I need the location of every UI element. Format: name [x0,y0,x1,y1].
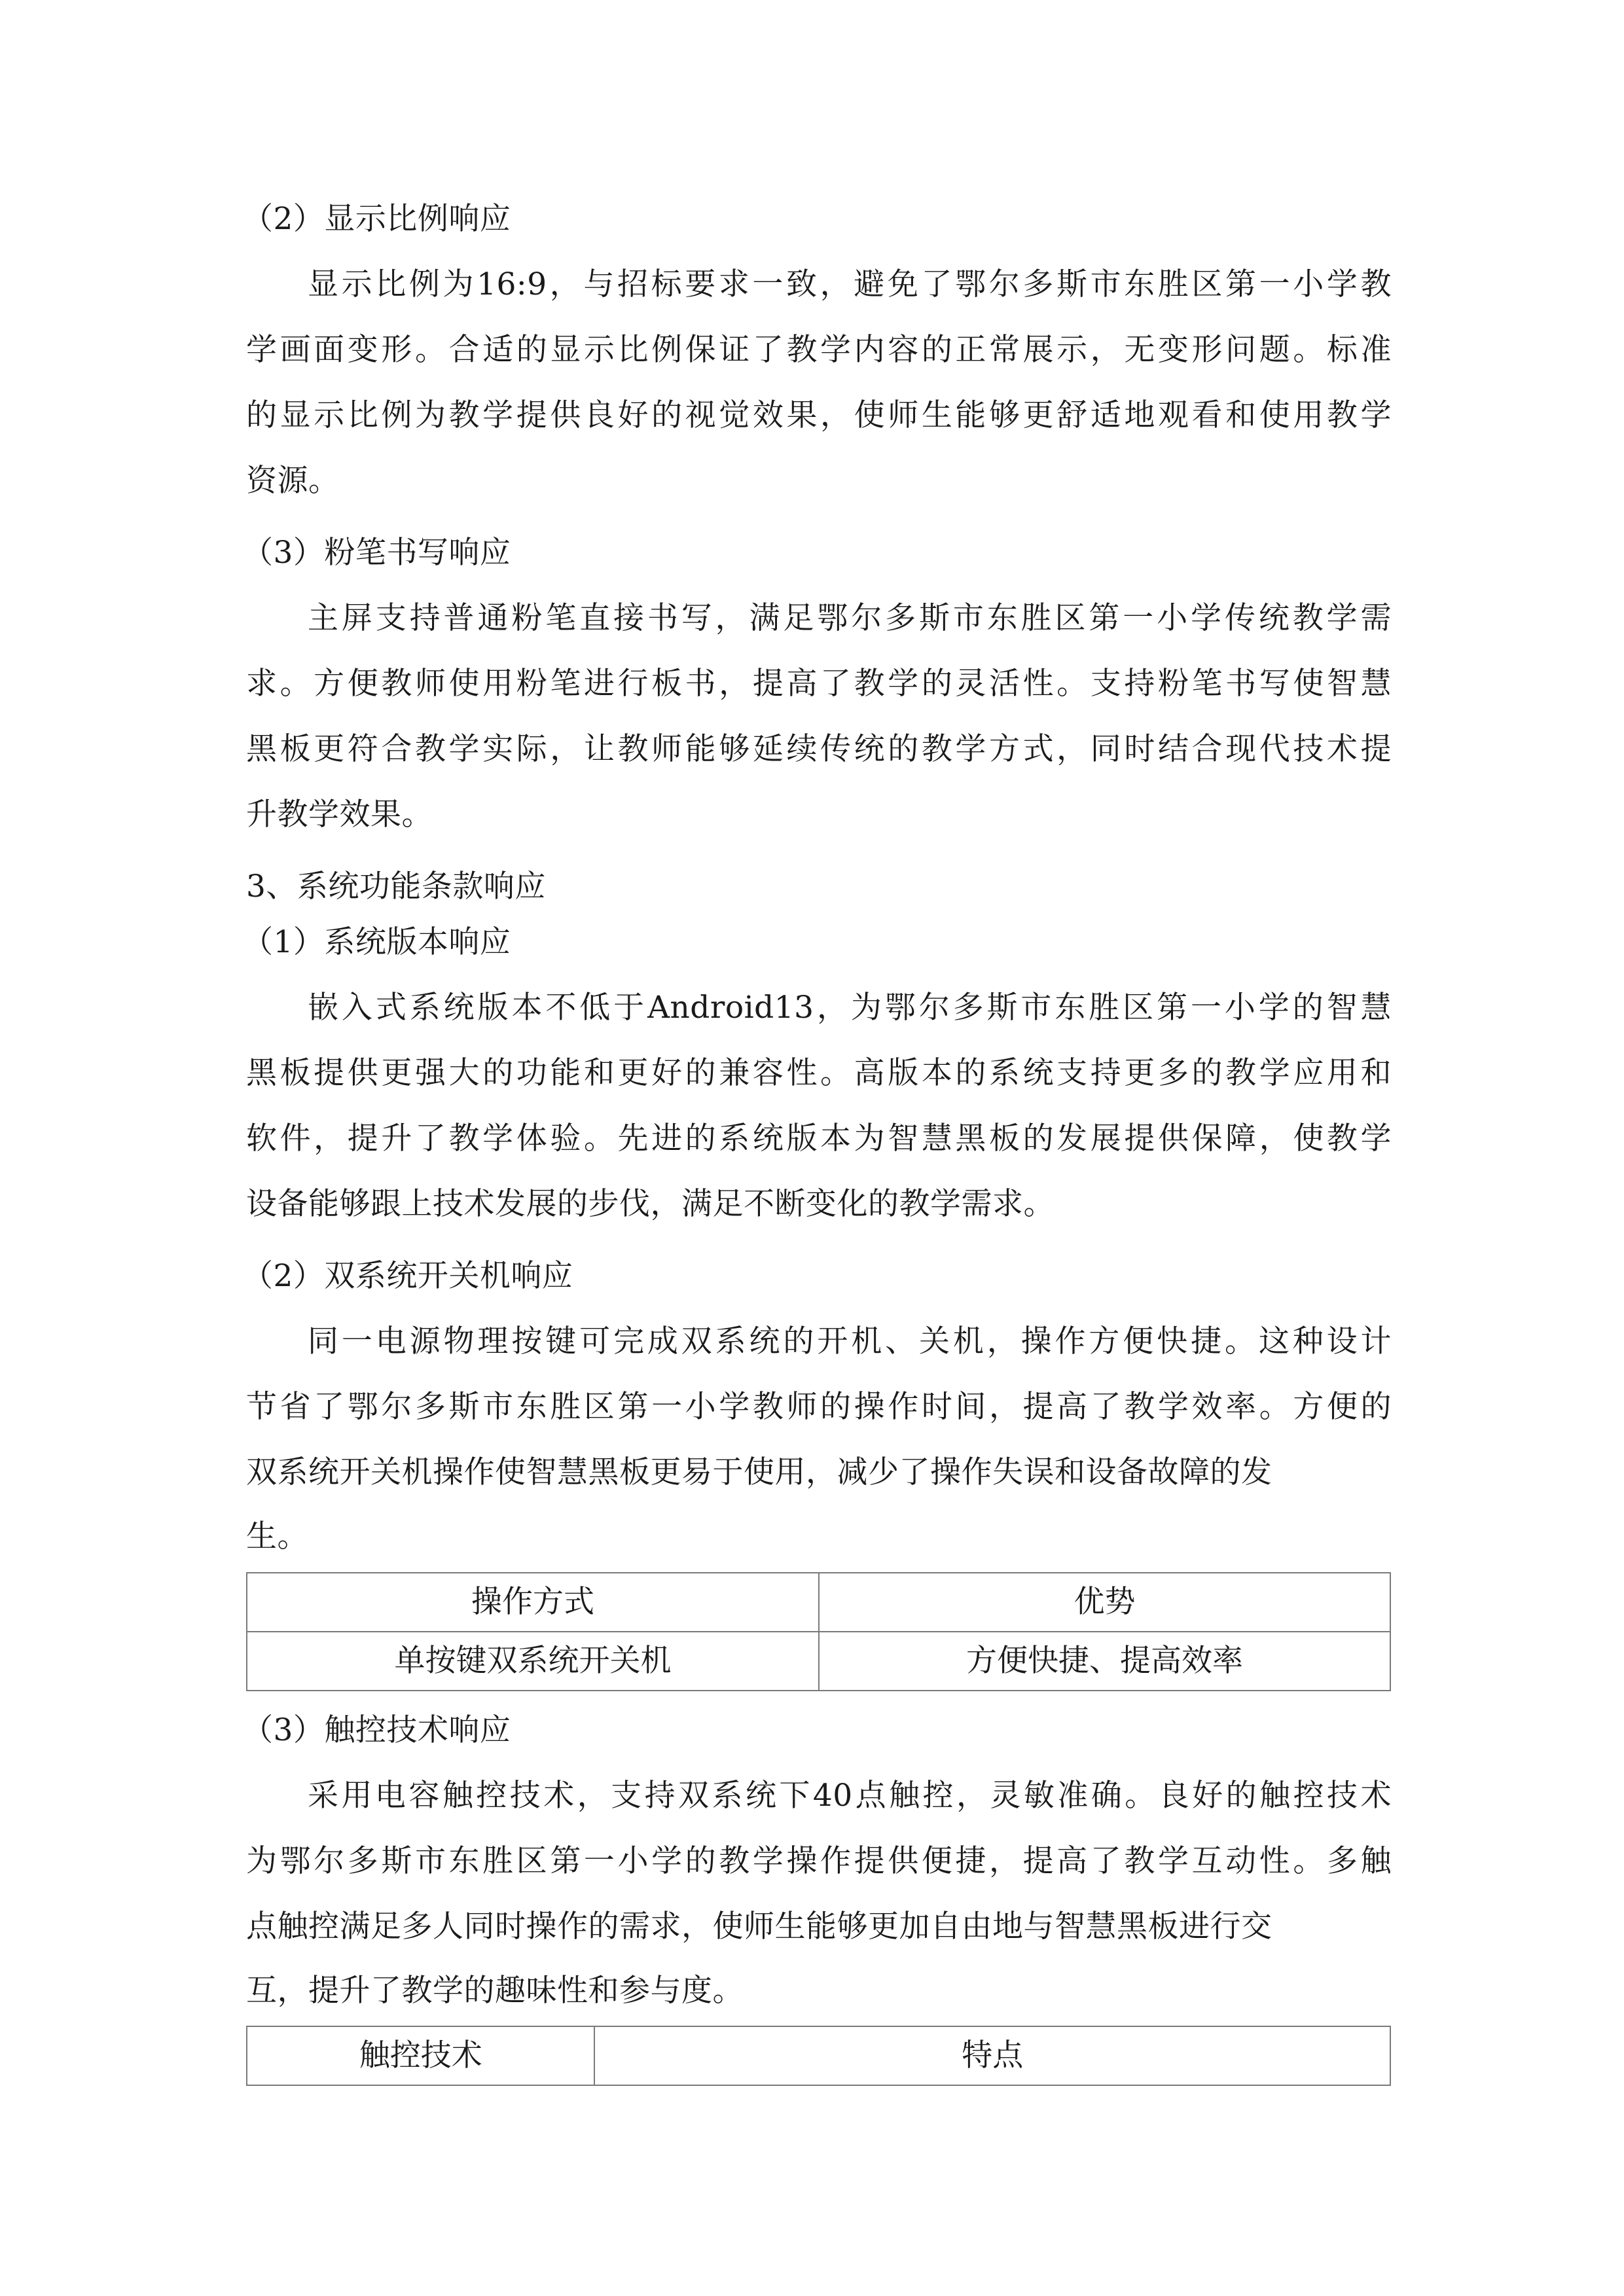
table-header-row [247,2026,1390,2085]
paragraph-line: 黑板提供更强大的功能和更好的兼容性。高版本的系统支持更多的教学应用和 [246,1055,1392,1091]
paragraph-line: 学画面变形。合适的显示比例保证了教学内容的正常展示，无变形问题。标准 [246,332,1392,368]
paragraph-line: 节省了鄂尔多斯市东胜区第一小学教师的操作时间，提高了教学效率。方便的 [246,1389,1392,1425]
paragraph-line: 设备能够跟上技术发展的步伐，满足不断变化的教学需求。 [246,1186,1055,1222]
paragraph-line: 为鄂尔多斯市东胜区第一小学的教学操作提供便捷，提高了教学互动性。多触 [246,1843,1392,1879]
paragraph-line: 升教学效果。 [246,797,433,833]
paragraph-line: 采用电容触控技术，支持双系统下40点触控，灵敏准确。良好的触控技术 [308,1778,1392,1814]
paragraph-line: 求。方便教师使用粉笔进行板书，提高了教学的灵活性。支持粉笔书写使智慧 [246,666,1392,702]
heading-system-version: （1）系统版本响应 [242,924,511,960]
heading-system-functions: 3、系统功能条款响应 [246,869,546,905]
table-header-cell: 特点 [594,2026,1390,2085]
paragraph-line: 互，提升了教学的趣味性和参与度。 [246,1973,744,2009]
table-header-cell: 触控技术 [247,2026,594,2085]
paragraph-line: 双系统开关机操作使智慧黑板更易于使用，减少了操作失误和设备故障的发 [246,1454,1272,1490]
heading-touch-tech: （3）触控技术响应 [242,1712,511,1748]
table-dual-power [246,1572,1391,1691]
table-cell: 方便快捷、提高效率 [819,1632,1390,1691]
heading-display-ratio: （2）显示比例响应 [242,201,511,237]
table-touch-tech [246,2026,1391,2086]
paragraph-line: 嵌入式系统版本不低于Android13，为鄂尔多斯市东胜区第一小学的智慧 [308,990,1392,1026]
table-row [247,1632,1390,1691]
heading-chalk-writing: （3）粉笔书写响应 [242,535,511,571]
table-cell: 单按键双系统开关机 [247,1632,819,1691]
paragraph-line: 点触控满足多人同时操作的需求，使师生能够更加自由地与智慧黑板进行交 [246,1909,1272,1945]
table-header-cell: 操作方式 [247,1573,819,1632]
paragraph-line: 显示比例为16:9，与招标要求一致，避免了鄂尔多斯市东胜区第一小学教 [308,266,1392,302]
table-header-row [247,1573,1390,1632]
paragraph-line: 主屏支持普通粉笔直接书写，满足鄂尔多斯市东胜区第一小学传统教学需 [308,600,1392,636]
paragraph-line: 软件，提升了教学体验。先进的系统版本为智慧黑板的发展提供保障，使教学 [246,1121,1392,1157]
paragraph-line: 同一电源物理按键可完成双系统的开机、关机，操作方便快捷。这种设计 [308,1323,1392,1359]
heading-dual-power: （2）双系统开关机响应 [242,1258,573,1294]
paragraph-line: 黑板更符合教学实际，让教师能够延续传统的教学方式，同时结合现代技术提 [246,731,1392,767]
table-header-cell: 优势 [819,1573,1390,1632]
paragraph-line: 的显示比例为教学提供良好的视觉效果，使师生能够更舒适地观看和使用教学 [246,397,1392,433]
paragraph-line: 生。 [246,1518,308,1554]
paragraph-line: 资源。 [246,463,340,499]
